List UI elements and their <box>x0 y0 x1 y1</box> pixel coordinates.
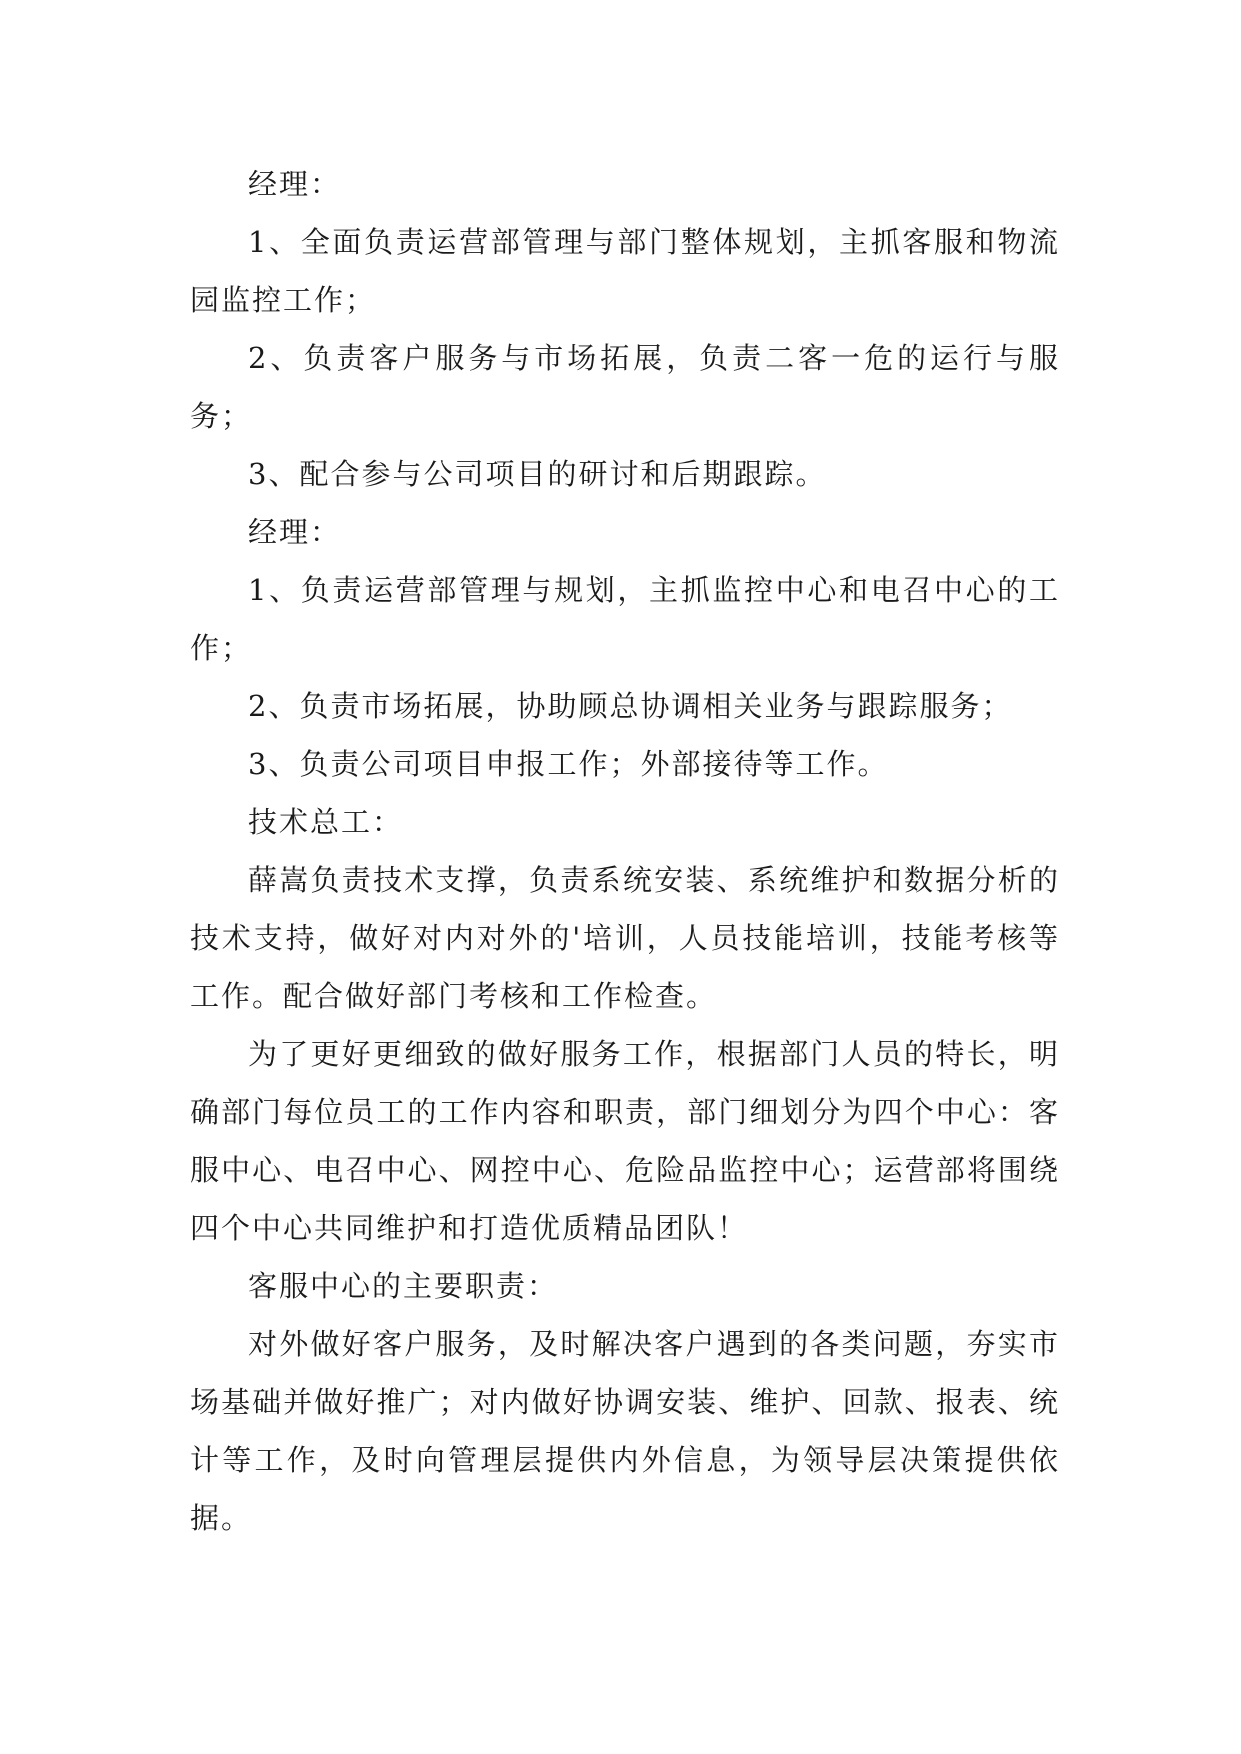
paragraph-item: 1、负责运营部管理与规划，主抓监控中心和电召中心的工作； <box>190 573 1060 665</box>
paragraph-heading-chief-engineer: 技术总工： <box>248 805 404 839</box>
paragraph-item: 3、配合参与公司项目的研讨和后期跟踪。 <box>248 457 827 491</box>
paragraph-item: 1、全面负责运营部管理与部门整体规划，主抓客服和物流园监控工作； <box>190 225 1060 317</box>
paragraph-item: 2、负责客户服务与市场拓展，负责二客一危的运行与服务； <box>190 341 1060 433</box>
paragraph-heading-service-center: 客服中心的主要职责： <box>248 1269 559 1303</box>
paragraph-item: 3、负责公司项目申报工作；外部接待等工作。 <box>248 747 889 781</box>
paragraph-body: 对外做好客户服务，及时解决客户遇到的各类问题，夯实市场基础并做好推广；对内做好协调安装、维护、回款、报表、统计等工作，及时向管理层提供内外信息，为领导层决策提供依据。 <box>190 1327 1060 1535</box>
paragraph-body: 为了更好更细致的做好服务工作，根据部门人员的特长，明确部门每位员工的工作内容和职责，部门细划分为四个中心：客服中心、电召中心、网控中心、危险品监控中心；运营部将围绕四个中心共同维护和打造优质精品团队！ <box>190 1037 1060 1245</box>
paragraph-body: 薛嵩负责技术支撑，负责系统安装、系统维护和数据分析的技术支持，做好对内对外的'培训，人员技能培训，技能考核等工作。配合做好部门考核和工作检查。 <box>190 863 1060 1013</box>
paragraph-heading-manager-2: 经理： <box>248 515 342 549</box>
paragraph-heading-manager-1: 经理： <box>248 167 342 201</box>
paragraph-item: 2、负责市场拓展，协助顾总协调相关业务与跟踪服务； <box>248 689 1013 723</box>
document-body <box>190 155 1060 1547</box>
